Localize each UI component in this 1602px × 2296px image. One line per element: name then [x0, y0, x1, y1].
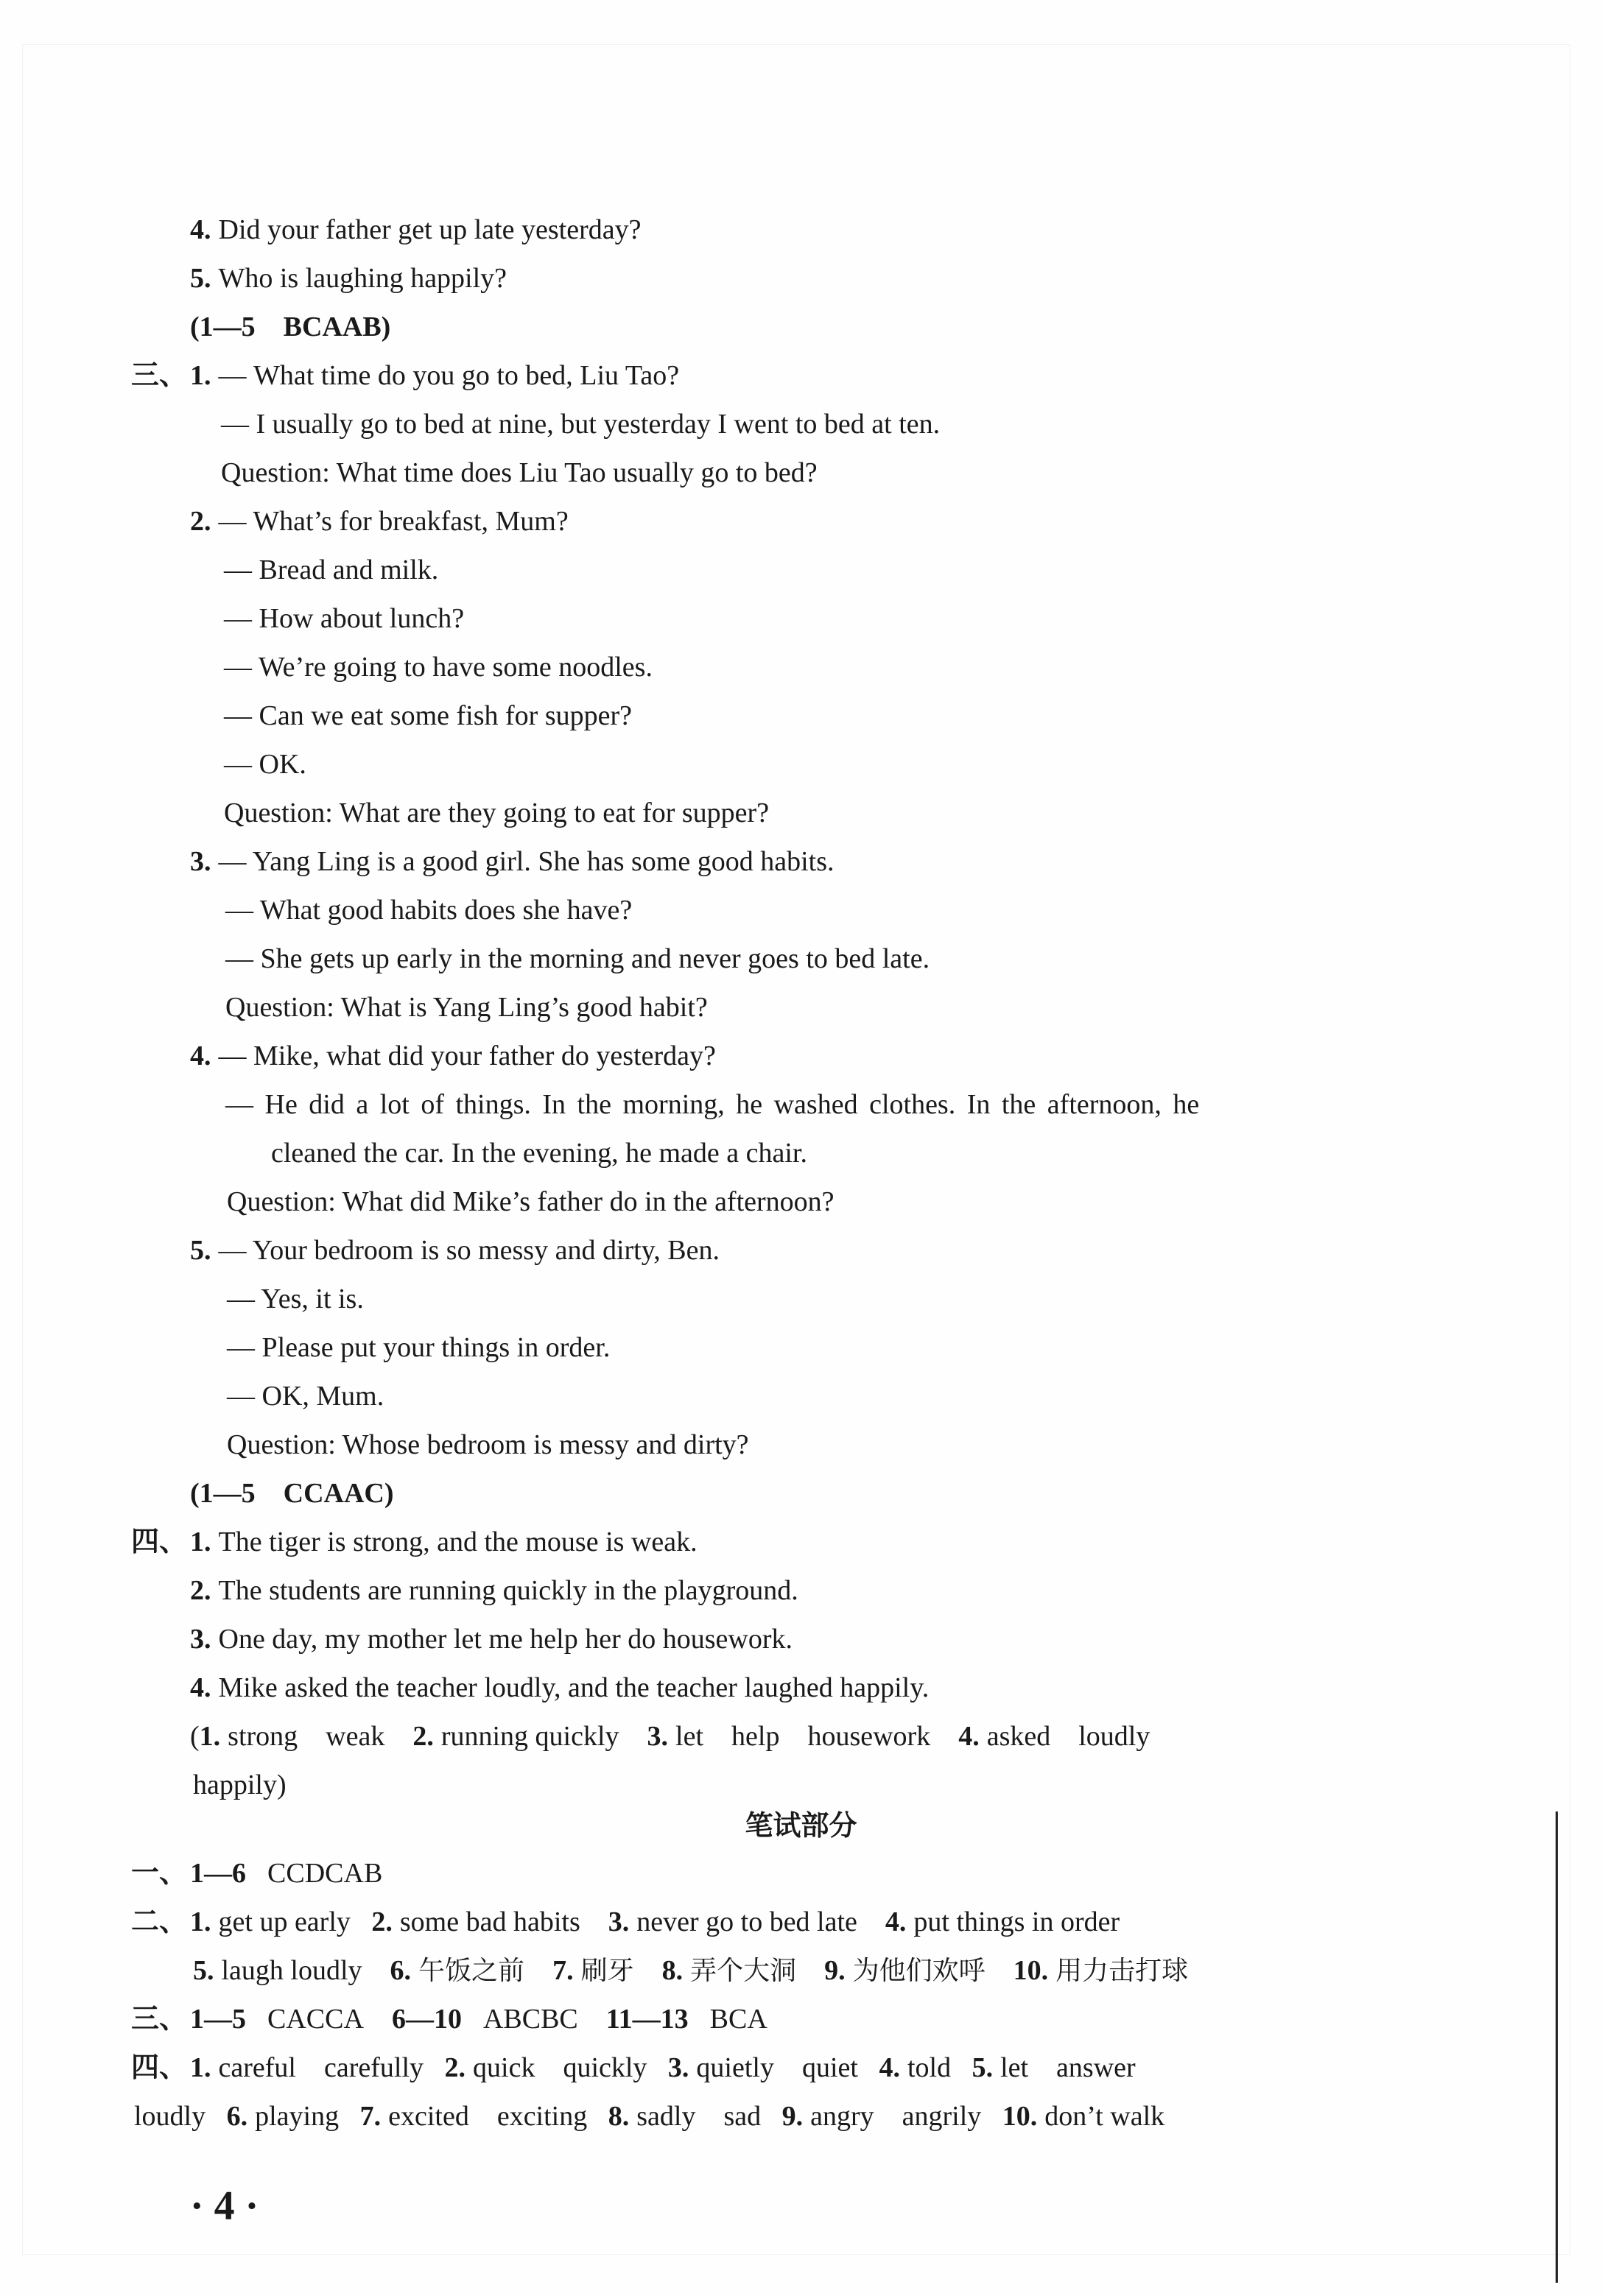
answer-key: happily): [193, 1769, 287, 1800]
dialogue-line: — Yes, it is.: [227, 1283, 364, 1314]
dialogue-line: — Bread and milk.: [224, 554, 439, 585]
dialogue-line: — What good habits does she have?: [225, 895, 633, 926]
dialogue-line: — OK.: [224, 749, 306, 780]
answer-key: 5. laugh loudly 6. 午饭之前 7. 刷牙 8. 弄个大洞 9. 为他们欢呼 10. 用力击打球: [193, 1955, 1189, 1986]
answer-key: 一、 1—6 CCDCAB: [131, 1858, 383, 1889]
dialogue-question: Question: What are they going to eat for supper?: [224, 797, 770, 828]
dialogue-line: — OK, Mum.: [227, 1381, 384, 1412]
dialogue-line: — Can we eat some fish for supper?: [224, 700, 633, 731]
section-heading: 笔试部分: [745, 1809, 857, 1842]
answer-key: (1—5 CCAAC): [190, 1478, 394, 1509]
answer-key: (1—5 BCAAB): [190, 311, 391, 342]
dialogue-question: Question: Whose bedroom is messy and dirty?: [227, 1429, 749, 1460]
dialogue-line: 2. — What’s for breakfast, Mum?: [190, 506, 569, 537]
dialogue-line: — He did a lot of things. In the morning, he washed clothes. In the afternoon, he: [225, 1089, 1200, 1120]
sentence-item: 4. Mike asked the teacher loudly, and the teacher laughed happily.: [190, 1672, 930, 1703]
question-item: 4. Did your father get up late yesterday?: [190, 214, 642, 245]
dialogue-line: — She gets up early in the morning and never goes to bed late.: [225, 943, 930, 974]
question-item: 5. Who is laughing happily?: [190, 263, 507, 294]
margin-rule: [1556, 1811, 1558, 2283]
dialogue-line: — I usually go to bed at nine, but yesterday I went to bed at ten.: [221, 409, 941, 440]
page-number: · 4 ·: [190, 2183, 259, 2229]
sentence-item: 四、 1. The tiger is strong, and the mouse is weak.: [131, 1526, 698, 1557]
dialogue-line: 5. — Your bedroom is so messy and dirty, Ben.: [190, 1235, 720, 1266]
answer-key: 四、 1. careful carefully 2. quick quickly 3. quietly quiet 4. told 5. let answer: [131, 2052, 1136, 2083]
dialogue-question: Question: What time does Liu Tao usually go to bed?: [221, 457, 818, 488]
sentence-item: 3. One day, my mother let me help her do housework.: [190, 1624, 793, 1655]
answer-key: loudly 6. playing 7. excited exciting 8. sadly sad 9. angry angrily 10. don’t walk: [134, 2101, 1165, 2132]
dialogue-question: Question: What did Mike’s father do in the afternoon?: [227, 1186, 835, 1217]
dialogue-line: — How about lunch?: [224, 603, 465, 634]
answer-key: 二、 1. get up early 2. some bad habits 3. never go to bed late 4. put things in order: [131, 1906, 1120, 1937]
dialogue-question: Question: What is Yang Ling’s good habit?: [225, 992, 708, 1023]
sentence-item: 2. The students are running quickly in the playground.: [190, 1575, 798, 1606]
answer-key: 三、 1—5 CACCA 6—10 ABCBC 11—13 BCA: [131, 2004, 767, 2035]
dialogue-line: — Please put your things in order.: [227, 1332, 611, 1363]
dialogue-line: 三、 1. — What time do you go to bed, Liu Tao?: [131, 360, 680, 391]
answer-key: (1. strong weak 2. running quickly 3. let help housework 4. asked loudly: [190, 1721, 1150, 1752]
dialogue-line: 3. — Yang Ling is a good girl. She has some good habits.: [190, 846, 835, 877]
dialogue-line: 4. — Mike, what did your father do yesterday?: [190, 1040, 716, 1071]
dialogue-line: — We’re going to have some noodles.: [224, 652, 653, 683]
dialogue-line: cleaned the car. In the evening, he made a chair.: [271, 1138, 807, 1169]
